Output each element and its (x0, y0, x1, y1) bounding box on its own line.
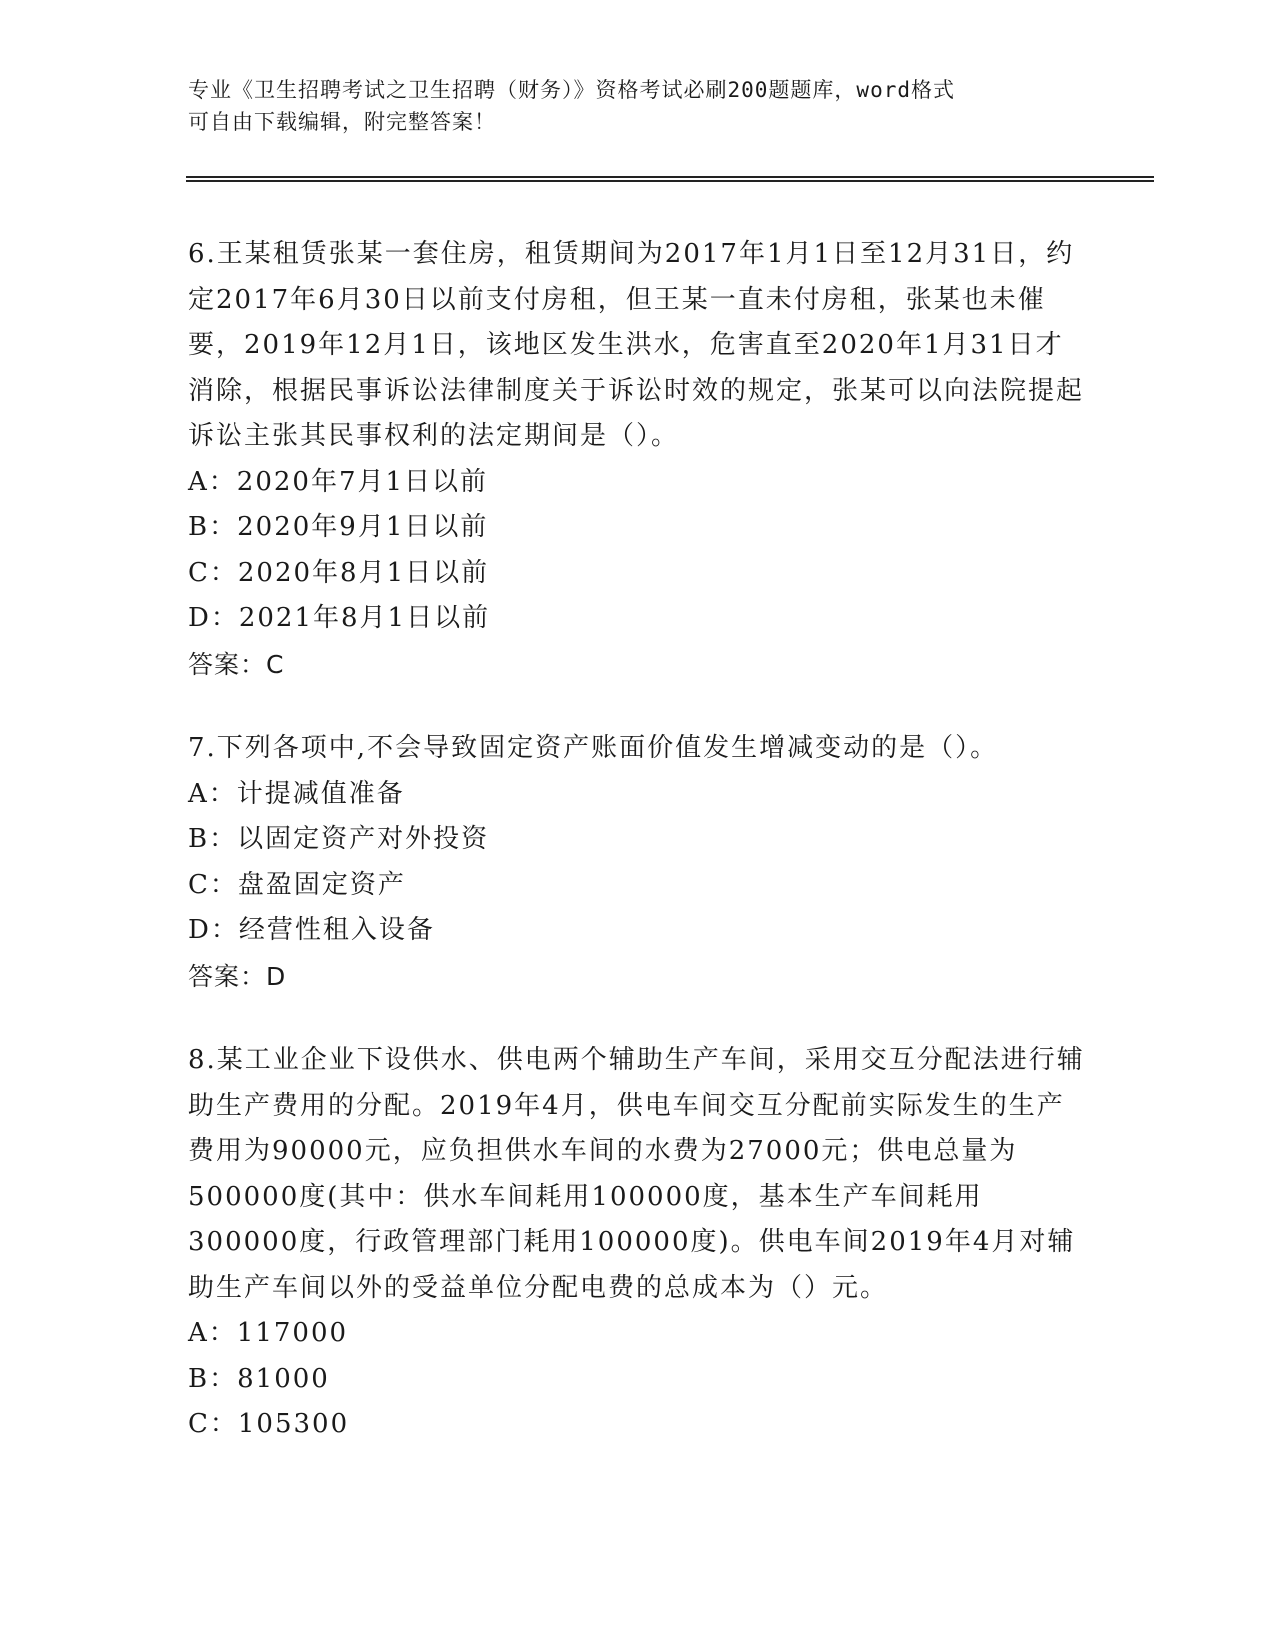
question-6 (188, 232, 1088, 687)
option-c: C：2020年8月1日以前 (188, 557, 490, 588)
option-b: B：81000 (188, 1363, 330, 1394)
option-a: A：117000 (188, 1318, 349, 1348)
question-stem: 7.下列各项中,不会导致固定资产账面价值发生增减变动的是（）。 (188, 733, 999, 763)
question-stem: 6.王某租赁张某一套住房，租赁期间为2017年1月1日至12月31日，约定2017年6月30日以前支付房租，但王某一直未付房租，张某也未催要，2019年12月1日，该地区发生洪水，危害直至2020年1月31日才消除，根据民事诉讼法律制度关于诉讼时效的规定，张某可以向法院提起诉讼主张其民事权利的法定期间是（）。 (188, 239, 1085, 451)
header-line-2: 可自由下载编辑，附完整答案！ (188, 110, 496, 134)
question-stem: 8.某工业企业下设供水、供电两个辅助生产车间，采用交互分配法进行辅助生产费用的分配。2019年4月，供电车间交互分配前实际发生的生产费用为90000元，应负担供水车间的水费为27000元；供电总量为500000度(其中：供水车间耗用100000度，基本生产车间耗用300000度，行政管理部门耗用100000度)。供电车间2019年4月对辅助生产车间以外的受益单位分配电费的总成本为（）元。 (188, 1045, 1085, 1303)
option-b: B：以固定资产对外投资 (188, 824, 490, 854)
option-d: D：经营性租入设备 (188, 915, 435, 945)
header-line-1: 专业《卫生招聘考试之卫生招聘（财务）》资格考试必刷200题题库，word格式 (188, 78, 955, 102)
document-header (188, 74, 1068, 138)
option-a: A：计提减值准备 (188, 778, 405, 809)
option-a: A：2020年7月1日以前 (188, 466, 489, 497)
option-b: B：2020年9月1日以前 (188, 512, 489, 542)
option-c: C：105300 (188, 1409, 350, 1439)
answer-line: 答案：D (188, 961, 287, 991)
question-8 (188, 1038, 1088, 1448)
header-divider (186, 176, 1154, 182)
option-c: C：盘盈固定资产 (188, 869, 406, 900)
question-7 (188, 726, 1088, 999)
question-list (188, 232, 1088, 1487)
answer-line: 答案：C (188, 649, 285, 679)
option-d: D：2021年8月1日以前 (188, 603, 491, 633)
